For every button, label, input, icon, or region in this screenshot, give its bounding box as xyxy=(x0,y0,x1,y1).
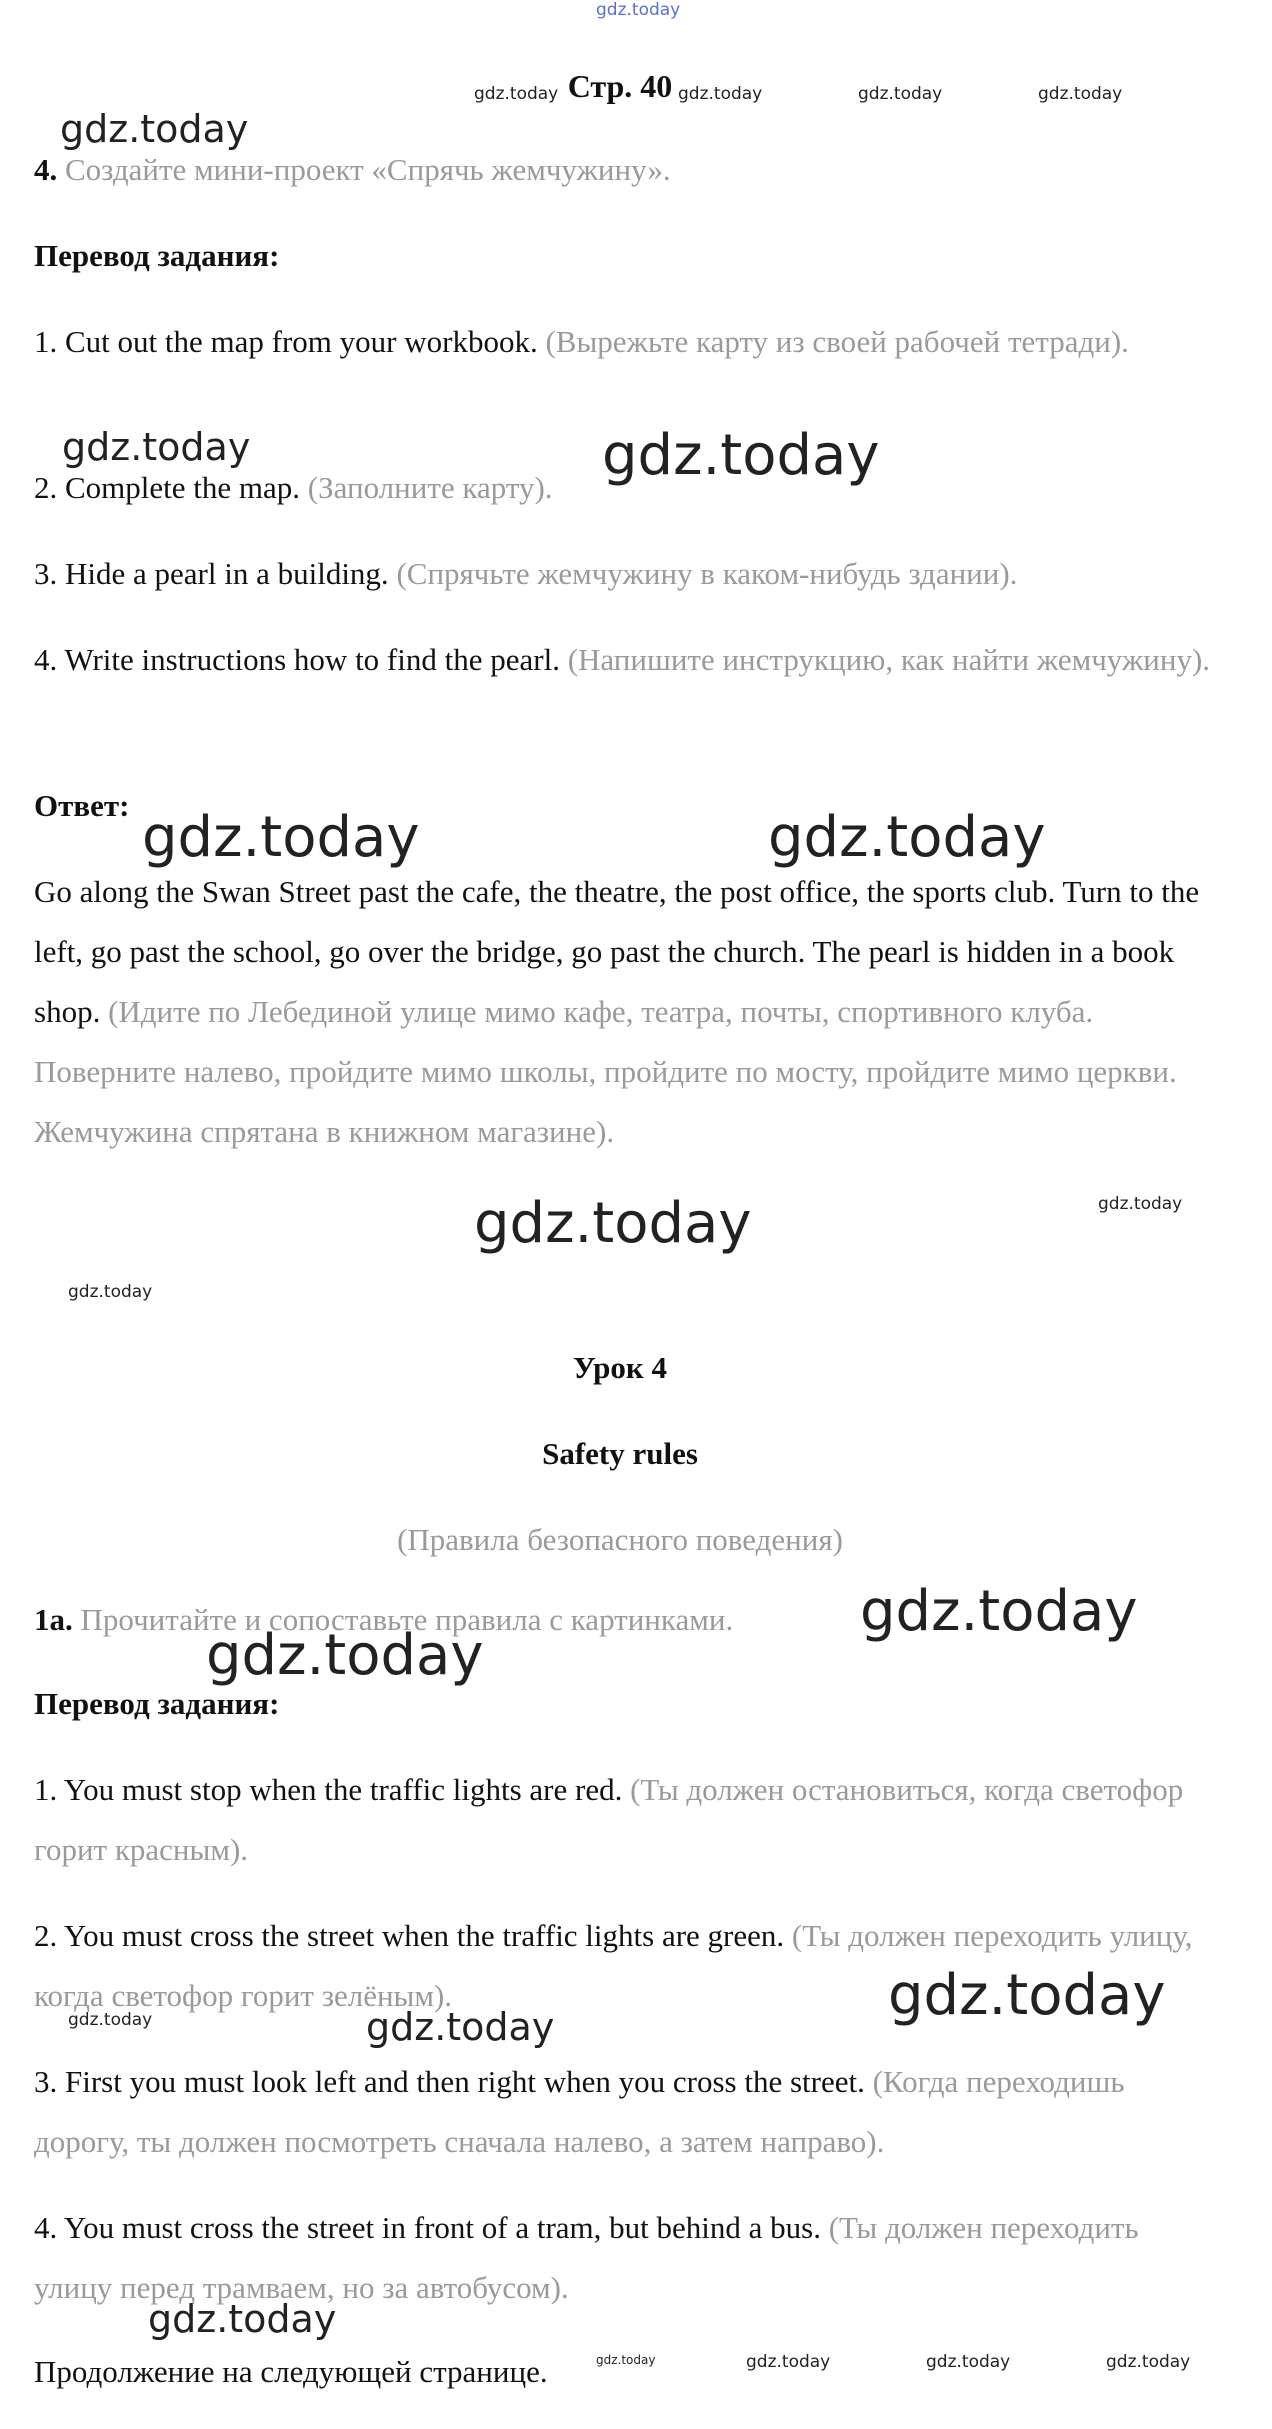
watermark: gdz.today xyxy=(60,107,249,151)
watermark: gdz.today xyxy=(148,2297,337,2341)
watermark: gdz.today xyxy=(68,2010,153,2030)
watermark: gdz.today xyxy=(596,2353,656,2367)
item-ru: (Ты должен переходить улицу перед трамваем, но за автобусом). xyxy=(34,2210,1139,2305)
item-ru: (Напишите инструкцию, как найти жемчужину). xyxy=(567,642,1211,677)
item-en: 2. Complete the map. xyxy=(34,470,301,505)
watermark: gdz.today xyxy=(474,84,559,104)
item-ru: (Ты должен переходить улицу, когда светофор горит зелёным). xyxy=(34,1918,1193,2013)
exercise-4-item-4 xyxy=(34,630,1214,690)
watermark: gdz.today xyxy=(62,425,251,469)
exercise-1a-item-3 xyxy=(34,2052,1214,2172)
continuation-note: Продолжение на следующей странице. xyxy=(34,2354,548,2389)
item-en: 1. You must stop when the traffic lights are red. xyxy=(34,1772,623,1807)
watermark: gdz.today xyxy=(860,1579,1138,1644)
item-ru: (Спрячьте жемчужину в каком-нибудь здании). xyxy=(396,556,1018,591)
item-en: 2. You must cross the street when the traffic lights are green. xyxy=(34,1918,785,1953)
item-ru: (Заполните карту). xyxy=(307,470,553,505)
lesson-subtitle-translation: (Правила безопасного поведения) xyxy=(397,1522,843,1557)
exercise-4-item-3 xyxy=(34,544,1214,604)
answer-ru: (Идите по Лебединой улице мимо кафе, театра, почты, спортивного клуба. Поверните налево, пройдите мимо школы, пройдите по мосту, пройдите мимо церкви. Жемчужина спрятана в книжном магазине). xyxy=(34,994,1177,1149)
page-number: Стр. 40 xyxy=(567,68,673,104)
item-ru: (Когда переходишь дорогу, ты должен посмотреть сначала налево, а затем направо). xyxy=(34,2064,1125,2159)
exercise-1a-translation-heading: Перевод задания: xyxy=(34,1686,280,1721)
lesson-subtitle: Safety rules xyxy=(542,1436,698,1471)
watermark: gdz.today xyxy=(1098,1194,1183,1214)
item-en: 3. Hide a pearl in a building. xyxy=(34,556,389,591)
watermark: gdz.today xyxy=(1106,2352,1191,2372)
watermark: gdz.today xyxy=(206,1623,484,1688)
exercise-1a-number: 1a. xyxy=(34,1602,73,1637)
exercise-4-item-1 xyxy=(34,312,1214,372)
item-en: 3. First you must look left and then right when you cross the street. xyxy=(34,2064,865,2099)
watermark: gdz.today xyxy=(68,1282,153,1302)
watermark: gdz.today xyxy=(858,84,943,104)
exercise-4-task-text: Создайте мини-проект «Спрячь жемчужину». xyxy=(65,152,671,187)
item-en: 4. You must cross the street in front of a tram, but behind a bus. xyxy=(34,2210,821,2245)
watermark: gdz.today xyxy=(366,2005,555,2049)
watermark: gdz.today xyxy=(1038,84,1123,104)
watermark: gdz.today xyxy=(888,1963,1166,2028)
answer-heading: Ответ: xyxy=(34,788,130,823)
watermark: gdz.today xyxy=(746,2352,831,2372)
watermark: gdz.today xyxy=(926,2352,1011,2372)
exercise-1a-task-text: Прочитайте и сопоставьте правила с картинками. xyxy=(80,1602,734,1637)
exercise-4-translation-heading: Перевод задания: xyxy=(34,238,280,273)
item-ru: (Ты должен остановиться, когда светофор горит красным). xyxy=(34,1772,1184,1867)
answer-text xyxy=(34,862,1214,1162)
watermark: gdz.today xyxy=(474,1191,752,1256)
watermark: gdz.today xyxy=(142,805,420,870)
exercise-1a-item-1 xyxy=(34,1760,1214,1880)
item-en: 4. Write instructions how to find the pearl. xyxy=(34,642,560,677)
exercise-4-number: 4. xyxy=(34,152,58,187)
watermark: gdz.today xyxy=(602,423,880,488)
answer-en: Go along the Swan Street past the cafe, the theatre, the post office, the sports club. Turn to the left, go past the school, go over the bridge, go past the church. The pearl is hidden in a book shop. xyxy=(34,874,1200,1029)
item-ru: (Вырежьте карту из своей рабочей тетради). xyxy=(545,324,1129,359)
watermark: gdz.today xyxy=(768,805,1046,870)
watermark: gdz.today xyxy=(678,84,763,104)
item-en: 1. Cut out the map from your workbook. xyxy=(34,324,538,359)
watermark: gdz.today xyxy=(596,0,681,20)
lesson-title: Урок 4 xyxy=(572,1350,668,1385)
